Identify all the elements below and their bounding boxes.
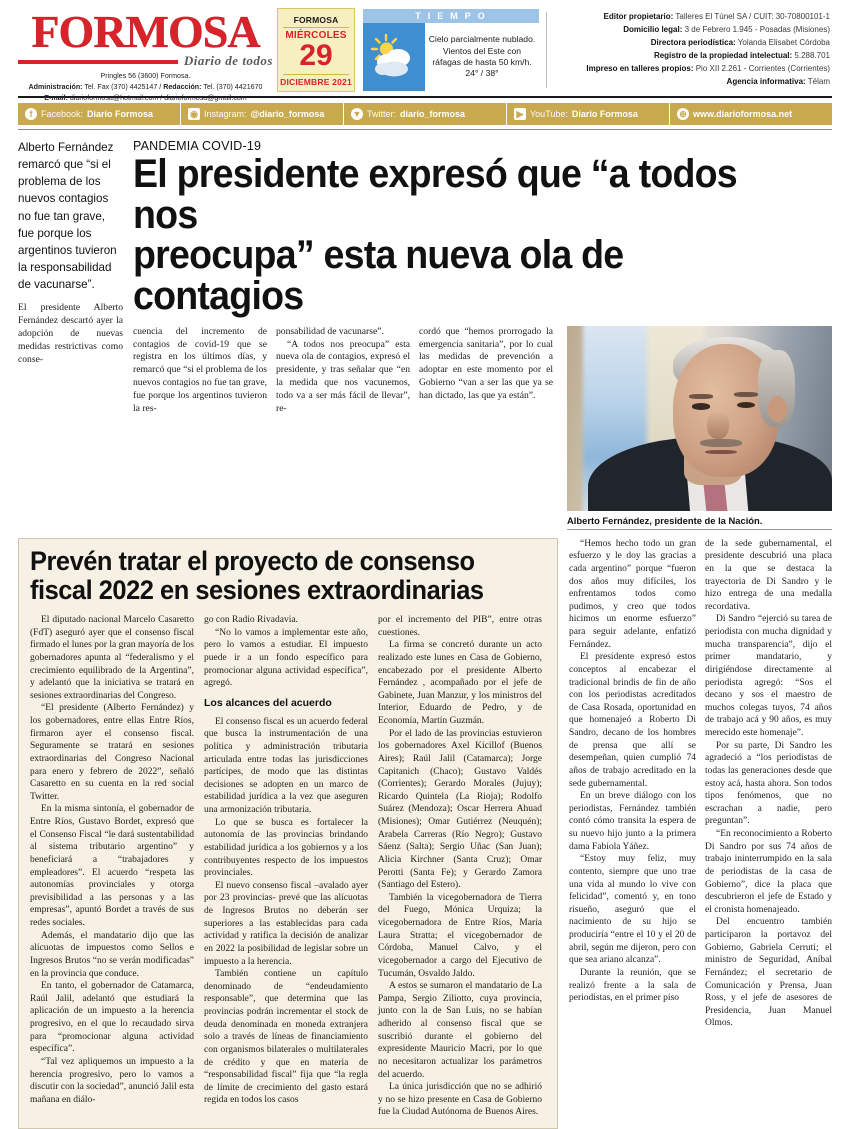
contact-address: Pringles 56 (3600) Formosa. xyxy=(100,71,191,80)
paragraph: “No lo vamos a implementar este año, pero lo vamos a estudiar. El impuesto puede ir a un fondo específico para promocionar alguna actividad específica”, agregó. xyxy=(204,627,368,689)
date-rule-bottom xyxy=(283,74,348,75)
second-story-col-2 xyxy=(204,614,368,1119)
redaccion-value: Tel. (370) 4421670 xyxy=(201,82,263,91)
headline-line-1: El presidente expresó que “a todos nos xyxy=(133,152,737,237)
top-story-lead-quote: Alberto Fernández remarcó que “si el problema de los nuevos contagios no fue tan grave, fue porque los argentinos tuvieron la responsabilidad de vacunarse”. xyxy=(18,141,117,292)
imprint-row xyxy=(554,76,830,89)
paragraph: por el incremento del PIB”, entre otras cuestiones. xyxy=(378,615,542,638)
social-value: Diario Formosa xyxy=(87,109,154,119)
second-story-col-3 xyxy=(378,614,542,1119)
paragraph: El nuevo consenso fiscal –avalado ayer por 23 provincias- prevé que las alícuotas de Ingresos Brutos no deberán ser superiores a las establecidas para cada actividad y ratifica la decisión de analizar en 2022 la posibilidad de legislar sobre un impuesto a la herencia. xyxy=(204,880,368,967)
top-story-lead-column xyxy=(18,139,133,530)
second-story-headline xyxy=(30,547,525,606)
social-value: Diario Formosa xyxy=(571,109,638,119)
second-story-box xyxy=(18,538,558,1129)
globe-icon: ⊕ xyxy=(677,108,689,120)
imprint-label: Editor propietario: xyxy=(603,12,674,22)
paragraph: cuencia del incremento de contagios de covid-19 que se registra en los últimos días, y remarcó que “si el problema de los nuevos contagios no fue tan grave, fue porque los argentinos tuvieron la res- xyxy=(133,325,267,414)
weather-widget xyxy=(363,9,539,91)
redaccion-label: Redacción: xyxy=(163,82,202,91)
weather-body xyxy=(363,23,539,91)
date-box xyxy=(277,8,355,92)
admin-value: Tel. Fax (370) 4425147 / xyxy=(82,82,164,91)
paragraph: Por su parte, Di Sandro les agradeció a “los periodistas de todas las generaciones desde que estoy acá, hasta ahora. Son todos tipos fenómenos, que no escrachan a nadie, pero preguntan”. xyxy=(705,740,832,827)
alberto-fernandez-photo xyxy=(567,326,832,511)
second-story-subhead: Los alcances del acuerdo xyxy=(204,696,332,709)
top-story-photo-block xyxy=(567,326,832,530)
paragraph: Del encuentro también participaron la portavoz del Gobierno, Gabriela Cerruti; el ministro de Seguridad, Aníbal Fernández; el secretario de Comunicación y Prensa, Juan Ross, y el jefe de asesores de Presidencia, Juan Manuel Olmos. xyxy=(705,917,832,1029)
imprint-row xyxy=(554,50,830,63)
social-link-instagram[interactable] xyxy=(181,103,344,125)
paragraph: “En reconocimiento a Roberto Di Sandro por sus 74 años de trabajo ininterrumpido en la sala de periodistas de la casa de Gobierno”, dice la placa que descubrieron el jefe de Estado y el cronista homenajeado. xyxy=(705,829,832,915)
imprint-row xyxy=(554,11,830,24)
masthead-divider xyxy=(546,12,547,88)
imprint-row xyxy=(554,37,830,50)
paragraph: La firma se concretó durante un acto realizado este lunes en Casa de Gobierno, encabezado por el presidente Alberto Fernández , acompañado por el jefe de Gabinete, Juan Manzur, y los ministros del Interior, Eduardo de Pedro, y de Economía, Martín Guzmán. xyxy=(378,640,542,727)
paragraph: Lo que se busca es fortalecer la autonomía de las provincias brindando estabilidad jurídica a los gobiernos y a los contribuyentes respecto de los impuestos provinciales. xyxy=(204,817,368,879)
logo-rule xyxy=(18,60,178,64)
paragraph: ponsabilidad de vacunarse”. xyxy=(276,325,384,337)
imprint-label: Registro de la propiedad intelectual: xyxy=(653,51,793,60)
email-value: diarioformosa@hotmail.com / diarioformosa@gmail.com xyxy=(67,93,247,102)
date-day-name: MIÉRCOLES xyxy=(285,29,347,41)
paragraph: cordó que “hemos prorrogado la emergencia sanitaria”, por lo cual las medidas de prevención a adoptar en este momento por el Gobierno “van a ser las que ya se han dictado, las que ya están”. xyxy=(419,325,553,401)
paragraph: Durante la reunión, que se realizó frente a la sala de periodistas, en el primer piso xyxy=(569,967,696,1004)
paragraph: En tanto, el gobernador de Catamarca, Raúl Jalil, adelantó que estudiará la aplicación de un impuesto a la herencia progresivo, en el que lo recaudado sirva para “promocionar alguna actividad específica”. xyxy=(30,981,194,1055)
top-story-col-2 xyxy=(276,326,410,530)
paragraph: “A todos nos preocupa” esta nueva ola de contagios, expresó el presidente, y tras señalar que “en la medida que nos vacunemos, todo va a ser más fácil de llevar”, re- xyxy=(276,338,410,414)
imprint-label: Domicilio legal: xyxy=(623,25,683,35)
paragraph: Di Sandro “ejerció su tarea de periodista con mucha dignidad y mucha transparencia”, dijo el primer mandatario, y dirigiéndose directamente al periodista agregó: “Sos el decano y sos el maestro de muchos colegas tuyos, 74 años de trabajo acá y 90 años, es muy merecido este homenaje”. xyxy=(705,614,832,739)
social-label: Instagram: xyxy=(204,109,247,119)
contact-phones xyxy=(18,82,273,93)
instagram-icon: ◉ xyxy=(188,108,200,120)
imprint-value: Pio XII 2.261 - Corrientes (Corrientes) xyxy=(693,63,830,73)
second-headline-line-1: Prevén tratar el proyecto de consenso xyxy=(30,545,475,576)
youtube-icon: ▶ xyxy=(514,108,526,120)
photo-caption: Alberto Fernández, presidente de la Nación. xyxy=(567,511,832,530)
social-label: Facebook: xyxy=(41,109,84,119)
social-label: Twitter: xyxy=(367,109,397,119)
imprint-value: Talleres El Túnel SA / CUIT: 30-70800101-1 xyxy=(673,12,830,22)
masthead-contact xyxy=(18,71,273,104)
imprint-block xyxy=(554,6,832,94)
social-link-twitter[interactable] xyxy=(344,103,507,125)
paragraph: A estos se sumaron el mandatario de La Pampa, Sergio Ziliotto, cuya provincia, junto con la de San Luis, no se habían adherido al consenso fiscal que se suscribió durante el gobierno del expresidente Mauricio Macri, por lo que no necesitaron actualizar los parámetros del acuerdo. xyxy=(378,981,542,1080)
right-story-col-2 xyxy=(705,538,832,1129)
imprint-row xyxy=(554,24,830,37)
imprint-value: Yolanda Elisabet Córdoba xyxy=(735,38,830,48)
imprint-value: 3 de Febrero 1.945 - Posadas (Misiones) xyxy=(682,25,830,35)
paragraph: El consenso fiscal es un acuerdo federal que busca la instrumentación de una política y administración tributaria articulada entre todas las jurisdicciones partícipes, de modo que las distintas decisiones se adopten en un marco de estabilidad jurídica a la vez que aseguren una armonización tributaria. xyxy=(204,716,368,816)
top-story-kicker: PANDEMIA COVID-19 xyxy=(133,139,262,153)
date-rule-top xyxy=(283,27,348,28)
top-story xyxy=(18,139,832,530)
imprint-label: Agencia informativa: xyxy=(726,76,806,86)
imprint-value: Télam xyxy=(805,76,830,86)
social-bar-rule xyxy=(18,129,832,130)
paragraph: En la misma sintonía, el gobernador de Entre Ríos, Gustavo Bordet, expresó que el Consenso Fiscal “le dará sustentabilidad al sistema tributario argentino” y beneficiará a “trabajadores y empleadores”. El acuerdo “respeta las autonomías provinciales y otorga previsibilidad a las personas y a las empresas”, apuntó Bordet a través de sus redes sociales. xyxy=(30,804,194,929)
paragraph: El diputado nacional Marcelo Casaretto (FdT) aseguró ayer que el consenso fiscal firmado el lunes por la gran mayoría de los gobernadores apunta al “federalismo y el crecimiento equilibrado de la Argentina”, y adelantó que la iniciativa se tratará en sesiones extraordinarias del Congreso. xyxy=(30,615,194,701)
top-story-columns xyxy=(133,326,832,530)
second-headline-line-2: fiscal 2022 en sesiones extraordinarias xyxy=(30,575,484,606)
date-day-number: 29 xyxy=(299,38,333,72)
date-city: FORMOSA xyxy=(293,14,339,25)
social-link-facebook[interactable] xyxy=(18,103,181,125)
twitter-icon: ▼ xyxy=(352,109,362,119)
paragraph: “Hemos hecho todo un gran esfuerzo y le doy las gracias a cada argentino” porque “fueron dos años muy difíciles, los enfrentamos todos como pudimos, y creo que todos hicimos un enorme esfuerzo” para seguir adelante, enfatizó Fernández. xyxy=(569,538,696,650)
weather-description: Cielo parcialmente nublado. Vientos del Este con ráfagas de hasta 50 km/h. xyxy=(428,34,536,67)
right-story-col-1 xyxy=(569,538,696,1129)
paragraph: Por el lado de las provincias estuvieron los gobernadores Axel Kicillof (Buenos Aires); Raúl Jalil (Catamarca); Jorge Capitanich (Chaco); Gustavo Valdés (Corrientes); Gerardo Morales (Jujuy); Ricardo Quintela (La Rioja); Rodolfo Suárez (Mendoza); Oscar Herrera Ahuad (Misiones); Omar Gutiérrez (Neuquén); Arabela Carreras (Río Negro); Gustavo Sáenz (Salta); Sergio Uñac (San Juan); Alicia Kirchner (Santa Cruz); Omar Perotti (Santa Fe); y Gerardo Zamora (Santiago del Estero). xyxy=(378,728,542,891)
imprint-value: 5.288.701 xyxy=(792,51,830,60)
social-link-youtube[interactable] xyxy=(507,103,670,125)
weather-title: TIEMPO xyxy=(363,9,539,23)
paragraph: También contiene un capítulo denominado de “endeudamiento responsable”, que determina que las provincias podrán incrementar el stock de deuda denominada en moneda extranjera solo a través de líneas de financiamiento con organismos bilaterales o multilaterales de crédito y que en materia de “responsabilidad fiscal” fija que “la regla de límite de crecimiento del gasto estará regida en todos los casos xyxy=(204,969,368,1106)
second-story-col-1 xyxy=(30,614,194,1119)
paragraph: La única jurisdicción que no se adhirió y no se hizo presente en Casa de Gobierno fue la Ciudad Autónoma de Buenos Aires. xyxy=(378,1082,542,1118)
paragraph: El presidente expresó estos conceptos al encabezar el tradicional brindis de fin de año con los periodistas acreditados de Casa Rosada, oportunidad en que homenajeó a Roberto Di Sandro, decano de los hombres de prensa que allí se desempeñan, quien cumplió 74 años de trabajo acreditado en la sede gubernamental. xyxy=(569,652,696,789)
top-story-main xyxy=(133,139,832,530)
social-link-website[interactable] xyxy=(670,103,832,125)
masthead-brand xyxy=(18,6,273,102)
social-value: @diario_formosa xyxy=(250,109,325,119)
contact-email xyxy=(18,93,273,104)
imprint-label: Impreso en talleres propios: xyxy=(586,63,694,73)
imprint-row xyxy=(554,63,830,76)
paragraph: “El presidente (Alberto Fernández) y los gobernadores, entre ellas Entre Ríos, firmaron ayer el consenso fiscal. Seguramente se tratará en sesiones extraordinarias del Congreso Nacional para enero y febrero de 2022”, señaló Casaretto en su cuenta en la red social Twitter. xyxy=(30,703,194,802)
headline-line-2: preocupa” esta nueva ola de contagios xyxy=(133,233,624,319)
top-story-col-1 xyxy=(133,326,267,530)
weather-temps: 24° / 38° xyxy=(465,68,499,79)
date-month-year: DICIEMBRE 2021 xyxy=(280,76,352,87)
top-story-col-3 xyxy=(419,326,553,530)
weather-text xyxy=(425,23,539,91)
social-bar xyxy=(18,103,832,125)
imprint-label: Directora periodística: xyxy=(650,38,736,48)
paragraph: de la sede gubernamental, el presidente descubrió una placa en la que se destaca la trayectoria de Di Sandro y le hizo entrega de una medalla recordativa. xyxy=(705,538,832,612)
email-label: E-mail: xyxy=(44,93,68,102)
paragraph: “Tal vez apliquemos un impuesto a la herencia progresivo, pero lo vamos a discutir con la sociedad”, anunció Jalil esta mañana en diálo- xyxy=(30,1056,194,1105)
social-value: www.diarioformosa.net xyxy=(693,109,793,119)
logo-tagline: Diario de todos xyxy=(183,52,273,68)
second-story-columns xyxy=(30,614,546,1119)
facebook-icon: f xyxy=(25,108,37,120)
top-story-headline xyxy=(133,154,797,317)
social-label: YouTube: xyxy=(530,109,568,119)
right-continuation-columns xyxy=(558,538,832,1129)
paragraph: En un breve diálogo con los periodistas, Fernández también contó cómo transita la espera de su nuevo hijo junto a la primera dama Fabiola Yáñez. xyxy=(569,791,696,852)
social-value: diario_formosa xyxy=(400,109,466,119)
paragraph: Además, el mandatario dijo que las alícuotas de impuestos como Sellos e Ingresos Brutos “no se verán modificadas” en la provincia que conduce. xyxy=(30,930,194,979)
paragraph: También la vicegobernadora de Tierra del Fuego, Mónica Urquiza; la vicegobernadora de Entre Ríos, María Laura Stratta; el vicegobernador de Córdoba, Manuel Calvo, y el vicegobernador a cargo del Ejecutivo de Tucumán, Osvaldo Jaldo. xyxy=(378,892,542,979)
sun-cloud-icon xyxy=(363,23,425,91)
paragraph: “Estoy muy feliz, muy contento, siempre que uno trae una vida al mundo lo vive con felicidad”, comentó y, en tono risueño, aseguró que el nacimiento de su hijo se produciría “entre el 10 y el 20 de abril, según me dijeron, pero con que sea ariano alcanza”. xyxy=(569,854,696,966)
logo-wordmark: FORMOSA xyxy=(31,6,260,57)
admin-label: Administración: xyxy=(28,82,83,91)
paragraph: go con Radio Rivadavia. xyxy=(204,615,298,626)
top-story-lead-body: El presidente Alberto Fernández descartó ayer la adopción de nuevas medidas restrictivas como conse- xyxy=(18,302,123,365)
masthead xyxy=(18,6,832,102)
second-story xyxy=(18,538,832,1129)
